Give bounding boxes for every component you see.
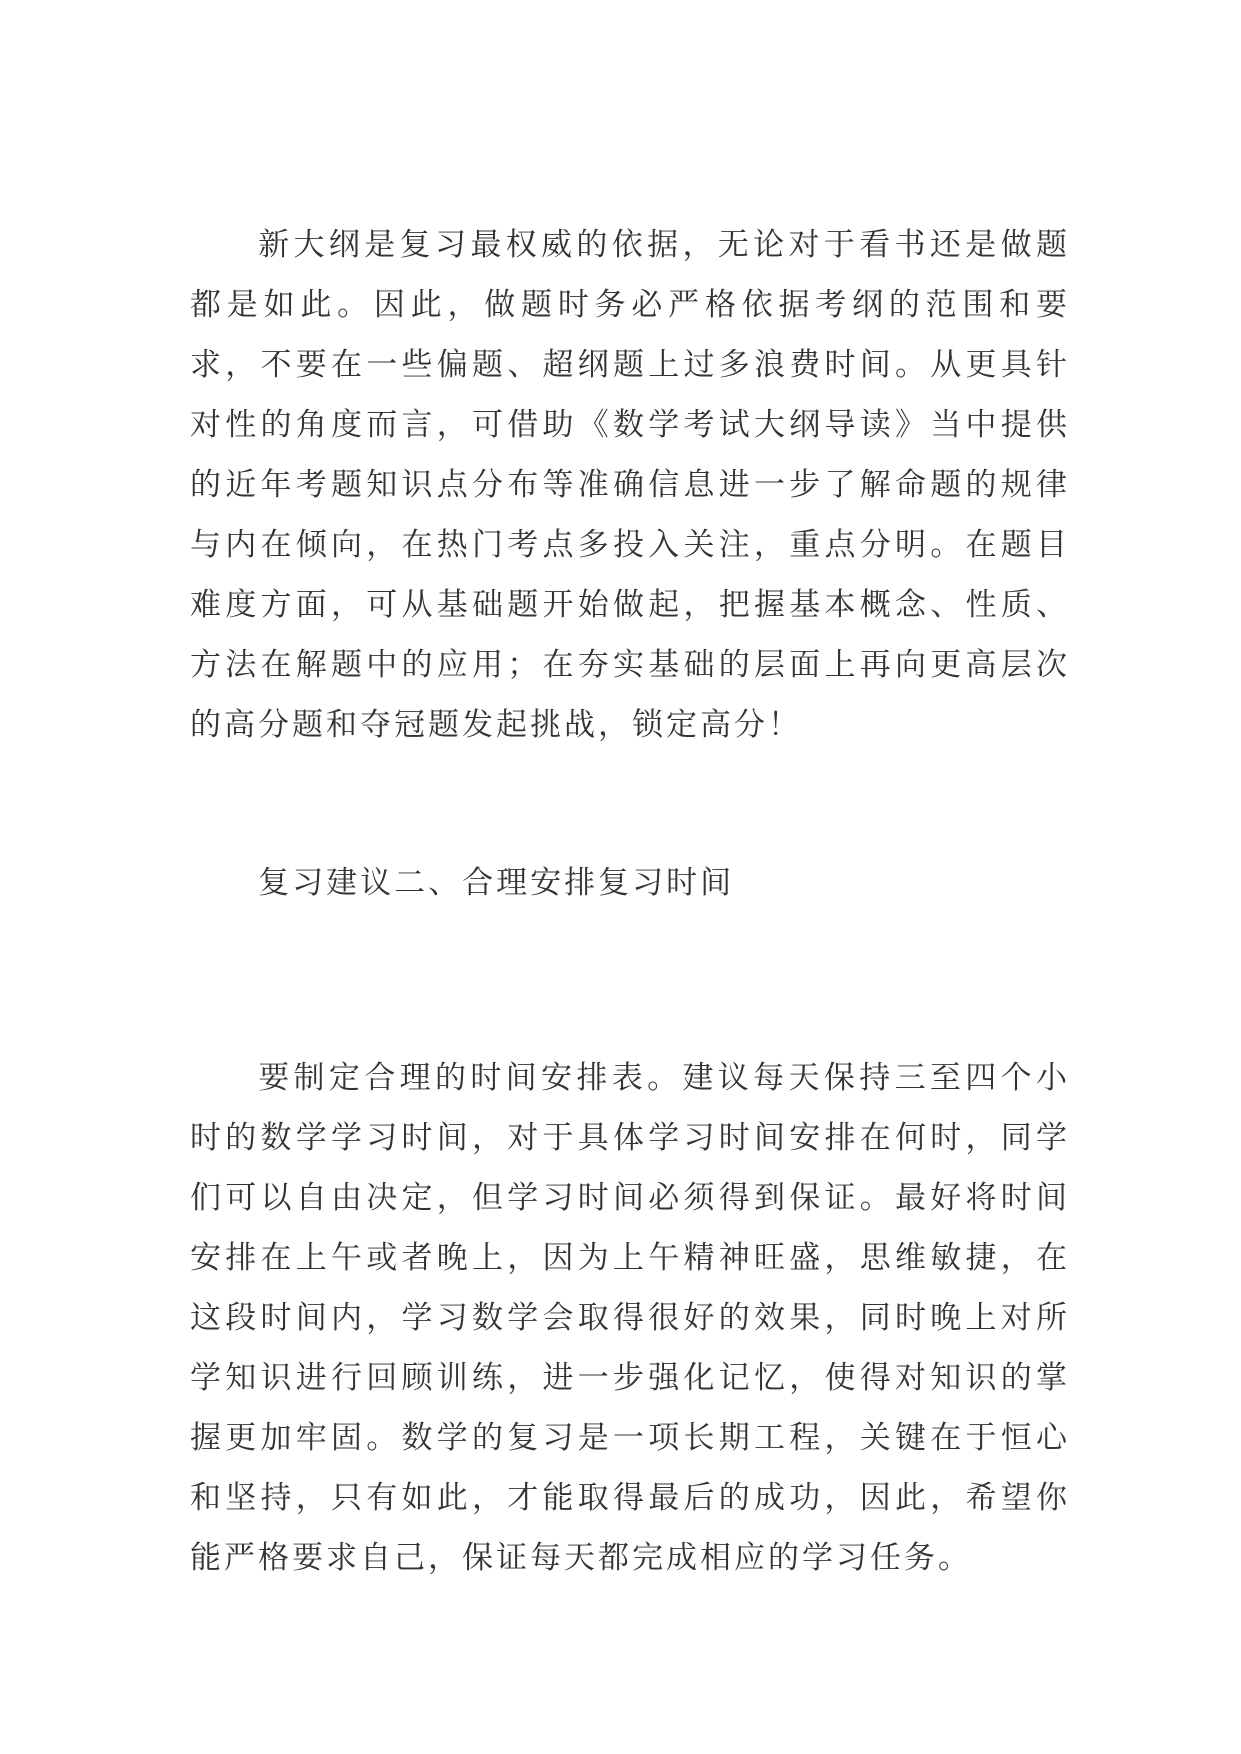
section-heading: 复习建议二、合理安排复习时间 [258,865,735,901]
body-paragraph-2: 要制定合理的时间安排表。建议每天保持三至四个小时的数学学习时间，对于具体学习时间安排在何时，同学们可以自由决定，但学习时间必须得到保证。最好将时间安排在上午或者晚上，因为上午精神旺盛，思维敏捷，在这段时间内，学习数学会取得很好的效果，同时晚上对所学知识进行回顾训练，进一步强化记忆，使得对知识的掌握更加牢固。数学的复习是一项长期工程，关键在于恒心和坚持，只有如此，才能取得最后的成功，因此，希望你能严格要求自己，保证每天都完成相应的学习任务。 [190,1060,1070,1576]
body-paragraph-1: 新大纲是复习最权威的依据，无论对于看书还是做题都是如此。因此，做题时务必严格依据考纲的范围和要求，不要在一些偏题、超纲题上过多浪费时间。从更具针对性的角度而言，可借助《数学考试大纲导读》当中提供的近年考题知识点分布等准确信息进一步了解命题的规律与内在倾向，在热门考点多投入关注，重点分明。在题目难度方面，可从基础题开始做起，把握基本概念、性质、方法在解题中的应用；在夯实基础的层面上再向更高层次的高分题和夺冠题发起挑战，锁定高分！ [190,227,1070,743]
